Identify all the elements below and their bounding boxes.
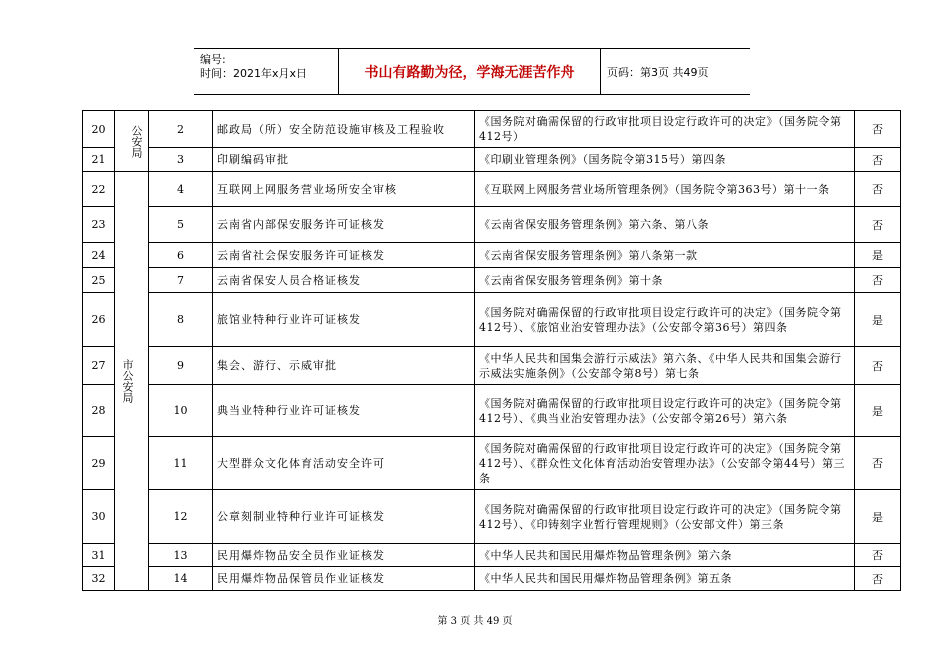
item-name: 大型群众文化体育活动安全许可 <box>213 437 475 490</box>
table-row <box>83 490 901 544</box>
flag-cell: 否 <box>855 567 901 591</box>
row-seq: 2 <box>149 111 213 148</box>
row-seq: 5 <box>149 207 213 243</box>
row-number: 22 <box>83 172 115 207</box>
table-row <box>83 293 901 347</box>
row-number: 29 <box>83 437 115 490</box>
row-seq: 3 <box>149 148 213 172</box>
flag-cell: 是 <box>855 385 901 437</box>
legal-basis: 《印刷业管理条例》（国务院令第315号）第四条 <box>475 148 855 172</box>
row-number: 30 <box>83 490 115 544</box>
table-row <box>83 172 901 207</box>
item-name: 云南省内部保安服务许可证核发 <box>213 207 475 243</box>
table-row <box>83 437 901 490</box>
table-row <box>83 347 901 385</box>
time-label: 时间：2021年x月x日 <box>200 67 308 80</box>
row-number: 26 <box>83 293 115 347</box>
page-header <box>194 48 750 95</box>
table-row <box>83 268 901 293</box>
item-name: 旅馆业特种行业许可证核发 <box>213 293 475 347</box>
row-number: 20 <box>83 111 115 148</box>
legal-basis: 《国务院对确需保留的行政审批项目设定行政许可的决定》（国务院令第412号）、《典当业治安管理办法》（公安部令第26号）第六条 <box>475 385 855 437</box>
item-name: 典当业特种行业许可证核发 <box>213 385 475 437</box>
flag-cell: 否 <box>855 437 901 490</box>
flag-cell: 否 <box>855 347 901 385</box>
flag-cell: 否 <box>855 172 901 207</box>
legal-basis: 《中华人民共和国集会游行示威法》第六条、《中华人民共和国集会游行示威法实施条例》（公安部令第8号）第七条 <box>475 347 855 385</box>
row-seq: 13 <box>149 544 213 567</box>
dept-provincial: 公安局 <box>115 111 149 172</box>
approval-table <box>82 110 901 591</box>
legal-basis: 《云南省保安服务管理条例》第八条第一款 <box>475 243 855 268</box>
number-label: 编号: <box>200 53 226 66</box>
legal-basis: 《云南省保安服务管理条例》第十条 <box>475 268 855 293</box>
dept-municipal: 市公安局 <box>115 172 149 591</box>
item-name: 集会、游行、示威审批 <box>213 347 475 385</box>
item-name: 云南省社会保安服务许可证核发 <box>213 243 475 268</box>
row-seq: 4 <box>149 172 213 207</box>
row-number: 32 <box>83 567 115 591</box>
row-number: 23 <box>83 207 115 243</box>
legal-basis: 《互联网上网服务营业场所管理条例》（国务院令第363号）第十一条 <box>475 172 855 207</box>
flag-cell: 否 <box>855 268 901 293</box>
table-row <box>83 567 901 591</box>
flag-cell: 否 <box>855 207 901 243</box>
legal-basis: 《云南省保安服务管理条例》第六条、第八条 <box>475 207 855 243</box>
row-seq: 14 <box>149 567 213 591</box>
table-row <box>83 207 901 243</box>
row-number: 21 <box>83 148 115 172</box>
row-number: 31 <box>83 544 115 567</box>
flag-cell: 否 <box>855 111 901 148</box>
row-number: 28 <box>83 385 115 437</box>
table-row <box>83 148 901 172</box>
row-number: 24 <box>83 243 115 268</box>
header-motto: 书山有路勤为径，学海无涯苦作舟 <box>339 49 601 94</box>
legal-basis: 《国务院对确需保留的行政审批项目设定行政许可的决定》（国务院令第412号）、《群众性文化体育活动治安管理办法》（公安部令第44号）第三条 <box>475 437 855 490</box>
row-seq: 12 <box>149 490 213 544</box>
row-number: 27 <box>83 347 115 385</box>
item-name: 民用爆炸物品保管员作业证核发 <box>213 567 475 591</box>
page-footer: 第 3 页 共 49 页 <box>437 616 513 627</box>
table-row <box>83 111 901 148</box>
item-name: 互联网上网服务营业场所安全审核 <box>213 172 475 207</box>
item-name: 公章刻制业特种行业许可证核发 <box>213 490 475 544</box>
row-number: 25 <box>83 268 115 293</box>
legal-basis: 《国务院对确需保留的行政审批项目设定行政许可的决定》（国务院令第412号）、《印铸刻字业暂行管理规则》（公安部文件）第三条 <box>475 490 855 544</box>
flag-cell: 否 <box>855 544 901 567</box>
row-seq: 8 <box>149 293 213 347</box>
header-meta <box>194 49 339 94</box>
flag-cell: 是 <box>855 243 901 268</box>
flag-cell: 是 <box>855 490 901 544</box>
legal-basis: 《中华人民共和国民用爆炸物品管理条例》第五条 <box>475 567 855 591</box>
flag-cell: 否 <box>855 148 901 172</box>
table-row <box>83 243 901 268</box>
row-seq: 6 <box>149 243 213 268</box>
legal-basis: 《中华人民共和国民用爆炸物品管理条例》第六条 <box>475 544 855 567</box>
table-row <box>83 544 901 567</box>
row-seq: 10 <box>149 385 213 437</box>
page-label: 页码：第3页 共49页 <box>607 65 709 79</box>
legal-basis: 《国务院对确需保留的行政审批项目设定行政许可的决定》（国务院令第412号）、《旅馆业治安管理办法》（公安部令第36号）第四条 <box>475 293 855 347</box>
flag-cell: 是 <box>855 293 901 347</box>
item-name: 印刷编码审批 <box>213 148 475 172</box>
item-name: 邮政局（所）安全防范设施审核及工程验收 <box>213 111 475 148</box>
row-seq: 11 <box>149 437 213 490</box>
legal-basis: 《国务院对确需保留的行政审批项目设定行政许可的决定》（国务院令第412号） <box>475 111 855 148</box>
row-seq: 7 <box>149 268 213 293</box>
item-name: 民用爆炸物品安全员作业证核发 <box>213 544 475 567</box>
item-name: 云南省保安人员合格证核发 <box>213 268 475 293</box>
row-seq: 9 <box>149 347 213 385</box>
table-row <box>83 385 901 437</box>
